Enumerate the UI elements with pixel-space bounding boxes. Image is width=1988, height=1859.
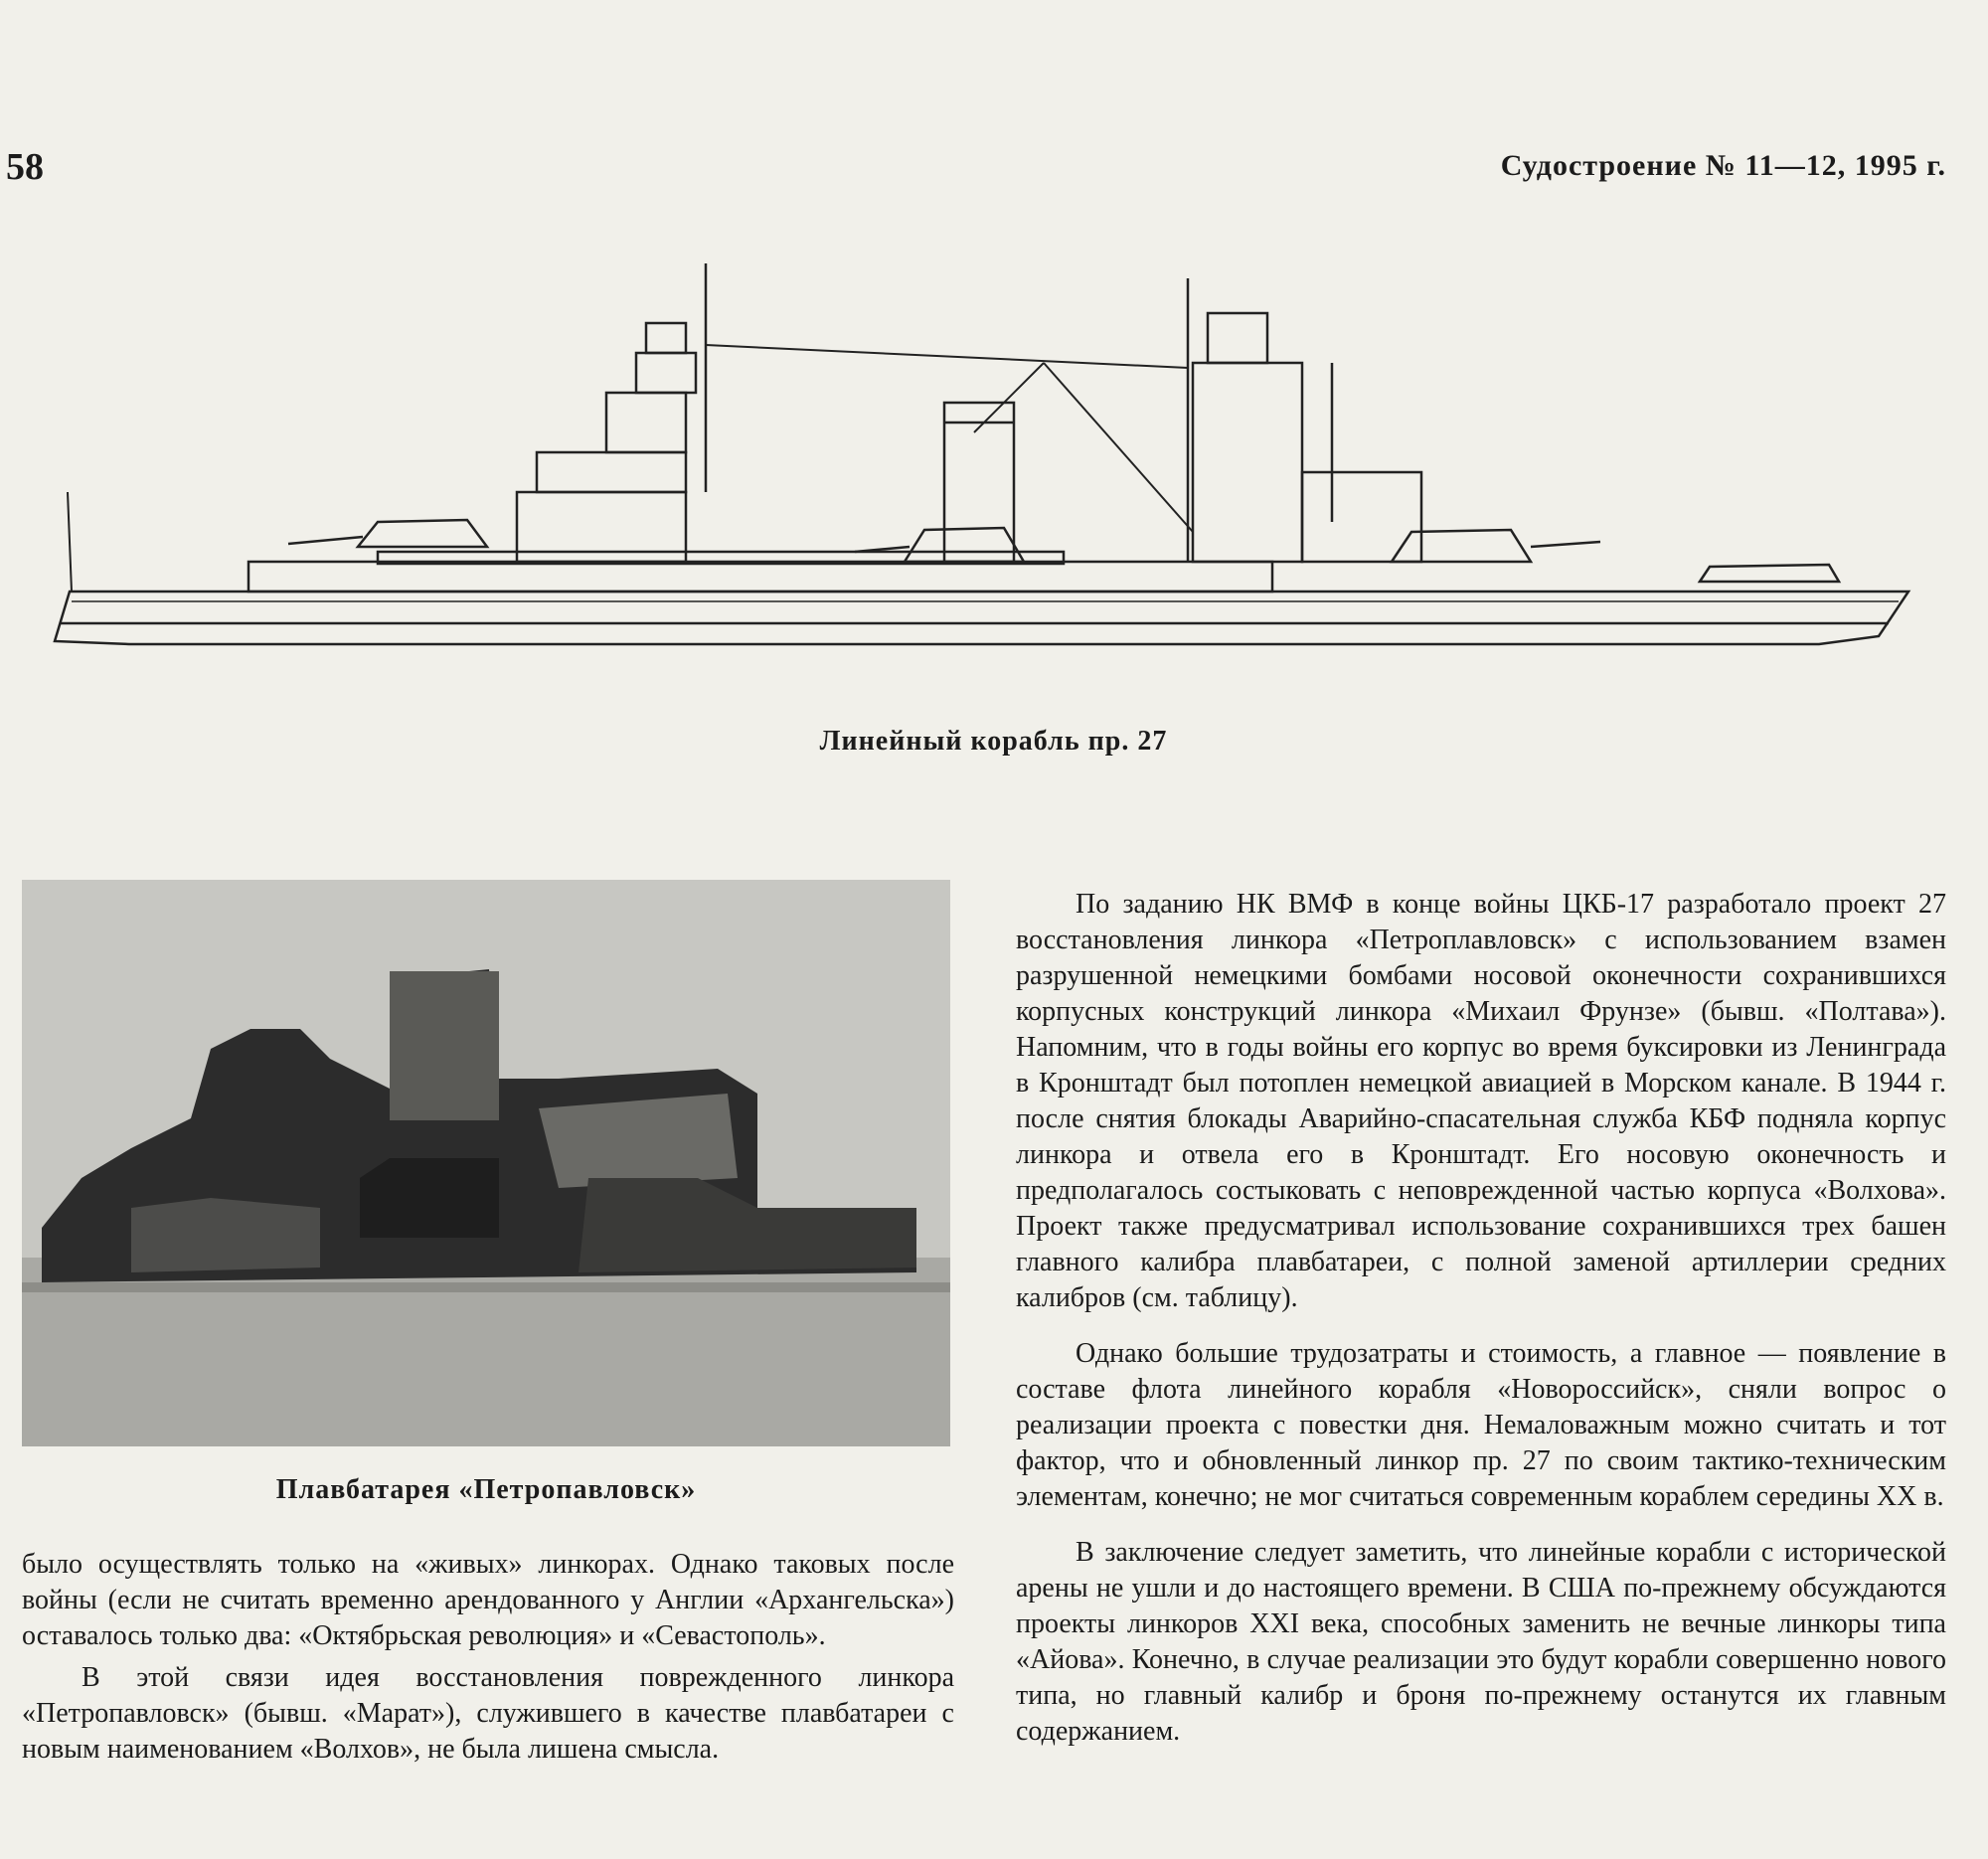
- forward-deckhouse: [248, 562, 1272, 592]
- battleship-profile-drawing: [50, 263, 1938, 661]
- figure-caption-ship: Линейный корабль пр. 27: [819, 726, 1168, 757]
- figure-caption-photo: Плавбатарея «Петропавловск»: [275, 1474, 697, 1505]
- aft-tower: [1193, 363, 1302, 562]
- rigging: [706, 345, 1188, 368]
- running-head: Судостроение № 11—12, 1995 г.: [1500, 149, 1946, 182]
- left-text-column: [22, 1547, 954, 1774]
- hull-outline: [55, 592, 1908, 644]
- right-paragraph-3: В заключение следует заметить, что линейные корабли с исторической арены не ушли и до настоящего времени. В США по-прежнему обсуждаются проекты линкоров XXI века, способных заменить не вечные линкоры типа «Айова». Конечно, в случае реализации это будут корабли совершенно нового типа, но главный калибр и броня по-прежнему останутся их главным содержанием.: [1016, 1537, 1946, 1747]
- right-paragraph-1: По заданию НК ВМФ в конце войны ЦКБ-17 разработало проект 27 восстановления линкора «Петроплавловск» с использованием взамен разрушенной немецкими бомбами носовой оконечности сохранившихся корпусных конструкций линкора «Михаил Фрунзе» (бывш. «Полтава»). Напомним, что в годы войны его корпус во время буксировки из Ленинграда в Кронштадт был потоплен немецкой авиацией в Морском канале. В 1944 г. после снятия блокады Аварийно-спасательная служба КБФ подняла корпус линкора и отвела его в Кронштадт. Его носовую оконечность и предполагалось состыковать с неповрежденной частью корпуса «Волхова». Проект также предусматривал использование сохранившихся трех башен главного калибра плавбатареи, с полной заменой артиллерии средних калибров (см. таблицу).: [1016, 889, 1946, 1313]
- right-paragraph-2: Однако большие трудозатраты и стоимость, а главное — появление в составе флота линейного корабля «Новороссийск», сняли вопрос о реализации проекта с повестки дня. Немаловажным можно считать и тот фактор, что и обновленный линкор пр. 27 по своим тактико-техническим элементам, конечно; не мог считаться современным кораблем середины XX в.: [1016, 1338, 1946, 1512]
- page-number: 58: [6, 146, 44, 188]
- turret-3: [1392, 530, 1531, 562]
- left-paragraph-1: было осуществлять только на «живых» линкорах. Однако таковых после войны (если не считать временно арендованного у Англии «Архангельска») оставалось только два: «Октябрьская революция» и «Севастополь».: [22, 1549, 954, 1651]
- left-paragraph-2: В этой связи идея восстановления поврежденного линкора «Петропавловск» (бывш. «Марат»), служившего в качестве плавбатареи с новым наименованием «Волхов», не была лишена смысла.: [22, 1662, 954, 1765]
- turret-1: [358, 520, 487, 547]
- right-text-column: [1016, 887, 1946, 1770]
- turret-2: [905, 528, 1024, 562]
- floating-battery-photo: [22, 880, 950, 1446]
